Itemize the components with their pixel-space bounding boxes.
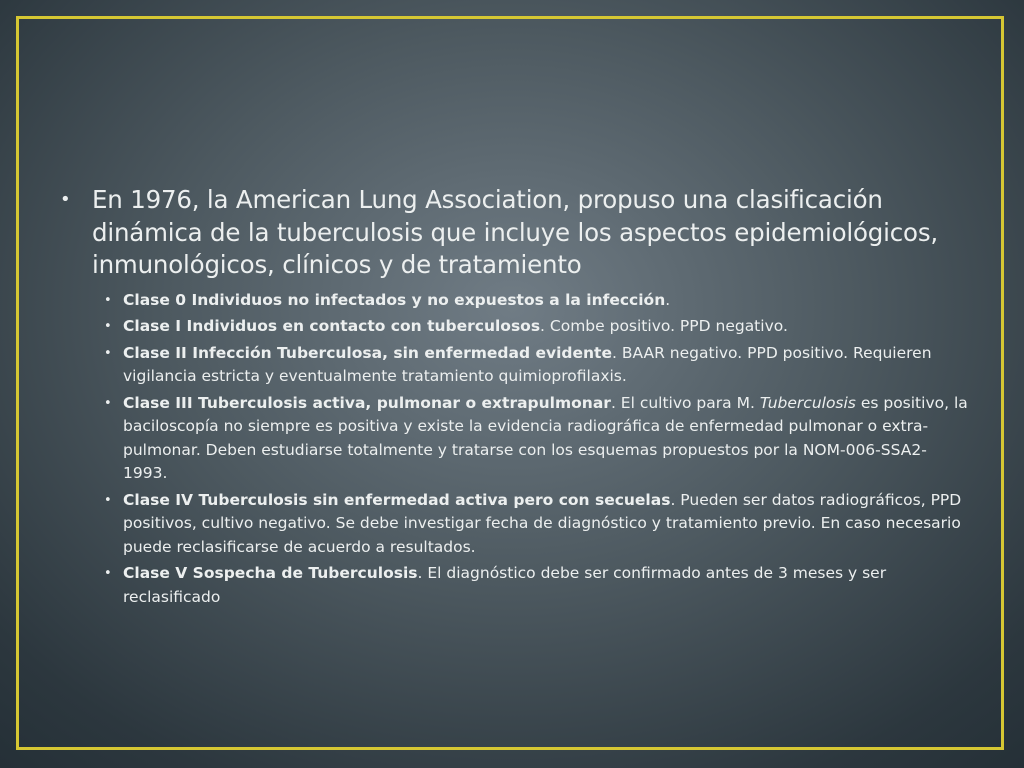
class-title: Clase I Individuos en contacto con tuberculosos [123,317,541,335]
class-title: Clase III Tuberculosis activa, pulmonar o extrapulmonar [123,393,611,412]
class-description: . [665,290,671,309]
bullet-icon: • [104,292,112,308]
class-title: Clase V Sospecha de Tuberculosis [123,564,418,582]
class-description: . BAAR negativo. PPD positivo. Requieren vigilancia estricta y eventualmente tratamiento quimioprofilaxis. [123,343,932,385]
class-title: Clase 0 Individuos no infectados y no expuestos a la infección [123,290,666,309]
class-title: Clase IV Tuberculosis sin enfermedad activa pero con secuelas [123,490,671,509]
class-description-rest: es positivo, la baciloscopía no siempre es positiva y existe la evidencia radiográfica de enfermedad pulmonar o extra-pulmonar. Deben estudiarse totalmente y tratarse con los esquemas propuestos por la NOM-006-SSA2-1993. [123,393,968,482]
bullet-icon: • [104,566,112,581]
bullet-icon: • [104,319,112,334]
class-description-italic: Tuberculosis [759,393,856,412]
class-description: . Combe positivo. PPD negativo. [540,317,788,335]
bullet-icon: • [104,395,112,411]
classification-list [60,289,970,610]
class-description: . Pueden ser datos radiográficos, PPD positivos, cultivo negativo. Se debe investigar fecha de diagnóstico y tratamiento previo. En caso necesario puede reclasificarse de acuerdo a resultados. [123,490,962,556]
class-title: Clase II Infección Tuberculosa, sin enfermedad evidente [123,343,612,362]
main-bullet-point [60,184,970,282]
class-description: . El cultivo para M. [610,393,760,412]
bullet-icon: • [60,189,71,210]
list-item-clase-ii [60,342,970,389]
list-item-clase-i [60,315,970,339]
list-item-clase-0 [60,289,970,313]
slide-content [60,184,970,612]
main-bullet-text: En 1976, la American Lung Association, propuso una clasificación dinámica de la tuberculosis que incluye los aspectos epidemiológicos, inmunológicos, clínicos y de tratamiento [92,185,938,279]
list-item-clase-v [60,562,970,609]
list-item-clase-iv [60,489,970,560]
bullet-icon: • [104,345,112,361]
bullet-icon: • [104,492,112,508]
list-item-clase-iii [60,392,970,486]
class-description: . El diagnóstico debe ser confirmado antes de 3 meses y ser reclasificado [123,564,887,606]
